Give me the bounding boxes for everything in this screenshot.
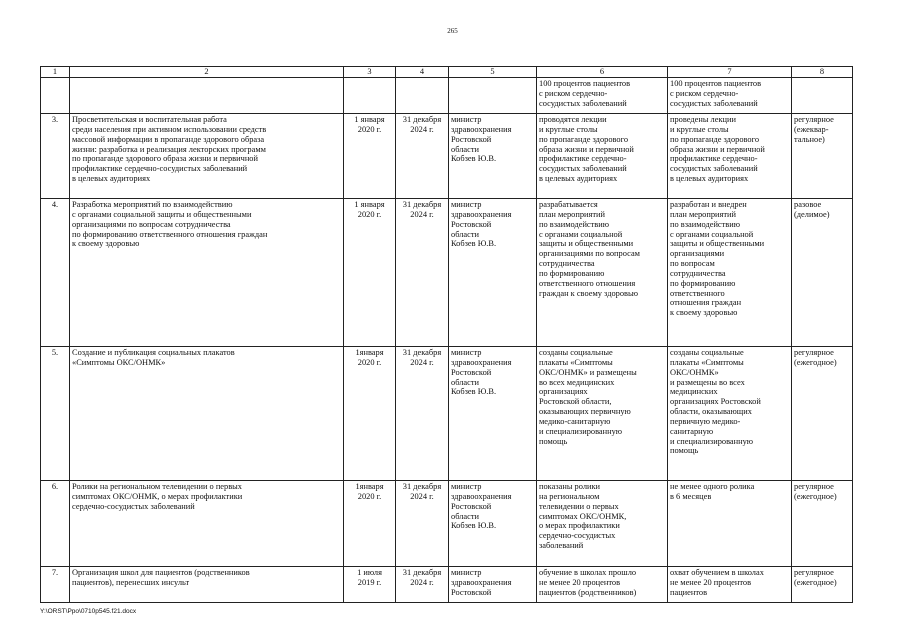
responsible: министр здравоохранения Ростовской области Кобзев Ю.В. — [451, 482, 512, 531]
periodicity: разовое (делимое) — [794, 200, 830, 219]
table-row — [41, 567, 853, 603]
measure-name: Ролики на региональном телевидении о первых симптомах ОКС/ОНМК, о мерах профилактики сердечно-сосудистых заболеваний — [72, 482, 243, 511]
result-description: созданы социальные плакаты «Симптомы ОКС/ОНМК» и размещены во всех медицинских организациях Ростовской области, оказывающих первичную медико-санитарную и специализированную помощь — [539, 348, 637, 446]
header-col-6: 6 — [537, 67, 668, 78]
start-date: 1 июля 2019 г. — [357, 568, 382, 587]
header-col-3: 3 — [344, 67, 396, 78]
result-description: обучение в школах прошло не менее 20 процентов пациентов (родственников) — [539, 568, 637, 597]
measure-name: Создание и публикация социальных плакатов «Симптомы ОКС/ОНМК» — [72, 348, 235, 367]
row-number: 7. — [51, 568, 59, 578]
start-date: 1января 2020 г. — [355, 482, 384, 501]
result-indicator: 100 процентов пациентов с риском сердечно- сосудистых заболеваний — [670, 79, 762, 108]
row-number: 4. — [51, 200, 59, 210]
periodicity: регулярное (ежеквар- тальное) — [794, 115, 834, 144]
start-date: 1 января 2020 г. — [354, 200, 385, 219]
measure-name: Просветительская и воспитательная работа среди населения при активном использовании средств массовой информации в пропаганде здорового образа жизни: разработка и реализация лекторских программ по пропаганде здорового образа жизни и первичной профилактике сердечно-сосудистых заболеваний в целевых аудиториях — [72, 115, 267, 184]
end-date: 31 декабря 2024 г. — [402, 115, 442, 134]
result-indicator: не менее одного ролика в 6 месяцев — [670, 482, 755, 501]
responsible: министр здравоохранения Ростовской области Кобзев Ю.В. — [451, 200, 512, 249]
start-date: 1 января 2020 г. — [354, 115, 385, 134]
periodicity: регулярное (ежегодное) — [794, 348, 837, 367]
file-path-footer: Y:\ORST\Ppo\0710p545.f21.docx — [40, 608, 137, 615]
header-col-1: 1 — [41, 67, 70, 78]
periodicity: регулярное (ежегодное) — [794, 568, 837, 587]
responsible: министр здравоохранения Ростовской области Кобзев Ю.В. — [451, 348, 512, 397]
table-row — [41, 481, 853, 567]
table-row — [41, 347, 853, 481]
header-col-7: 7 — [668, 67, 792, 78]
row-number: 5. — [51, 348, 59, 358]
end-date: 31 декабря 2024 г. — [402, 200, 442, 219]
result-indicator: созданы социальные плакаты «Симптомы ОКС/ОНМК» и размещены во всех медицинских организациях Ростовской области, оказывающих первичную медико- санитарную и специализированную помощь — [670, 348, 761, 456]
header-row — [41, 67, 853, 78]
periodicity: регулярное (ежегодное) — [794, 482, 837, 501]
header-col-2: 2 — [70, 67, 344, 78]
start-date: 1января 2020 г. — [355, 348, 384, 367]
result-description: разрабатывается план мероприятий по взаимодействию с органами социальной защиты и общественными организациями по вопросам сотрудничества по формированию ответственного отношения граждан к своему здоровью — [539, 200, 640, 298]
responsible: министр здравоохранения Ростовской области Кобзев Ю.В. — [451, 115, 512, 164]
header-col-5: 5 — [449, 67, 537, 78]
table-row — [41, 78, 853, 114]
result-description: проводятся лекции и круглые столы по пропаганде здорового образа жизни и первичной профилактике сердечно- сосудистых заболеваний в целевых аудиториях — [539, 115, 634, 184]
result-indicator: разработан и внедрен план мероприятий по взаимодействию с органами социальной защиты и общественными организациями по вопросам сотрудничества по формированию ответственного отношения граждан к своему здоровью — [670, 200, 765, 318]
row-number: 6. — [51, 482, 59, 492]
header-col-4: 4 — [396, 67, 449, 78]
end-date: 31 декабря 2024 г. — [402, 348, 442, 367]
measure-name: Разработка мероприятий по взаимодействию с органами социальной защиты и общественными организациями по вопросам сотрудничества по формированию ответственного отношения граждан к своему здоровью — [72, 200, 268, 249]
result-description: 100 процентов пациентов с риском сердечно- сосудистых заболеваний — [539, 79, 631, 108]
row-number: 3. — [51, 115, 59, 125]
measures-table — [40, 66, 853, 603]
table-row — [41, 199, 853, 347]
header-col-8: 8 — [792, 67, 853, 78]
measure-name: Организация школ для пациентов (родственников пациентов), перенесших инсульт — [72, 568, 250, 587]
responsible: министр здравоохранения Ростовской — [451, 568, 512, 597]
page-number: 265 — [447, 27, 458, 35]
result-description: показаны ролики на региональном телевидении о первых симптомах ОКС/ОНМК, о мерах профилактики сердечно-сосудистых заболеваний — [539, 482, 627, 551]
table-row — [41, 114, 853, 199]
result-indicator: проведены лекции и круглые столы по пропаганде здорового образа жизни и первичной профилактике сердечно- сосудистых заболеваний в целевых аудиториях — [670, 115, 765, 184]
end-date: 31 декабря 2024 г. — [402, 482, 442, 501]
end-date: 31 декабря 2024 г. — [402, 568, 442, 587]
result-indicator: охват обучением в школах не менее 20 процентов пациентов — [670, 568, 764, 597]
